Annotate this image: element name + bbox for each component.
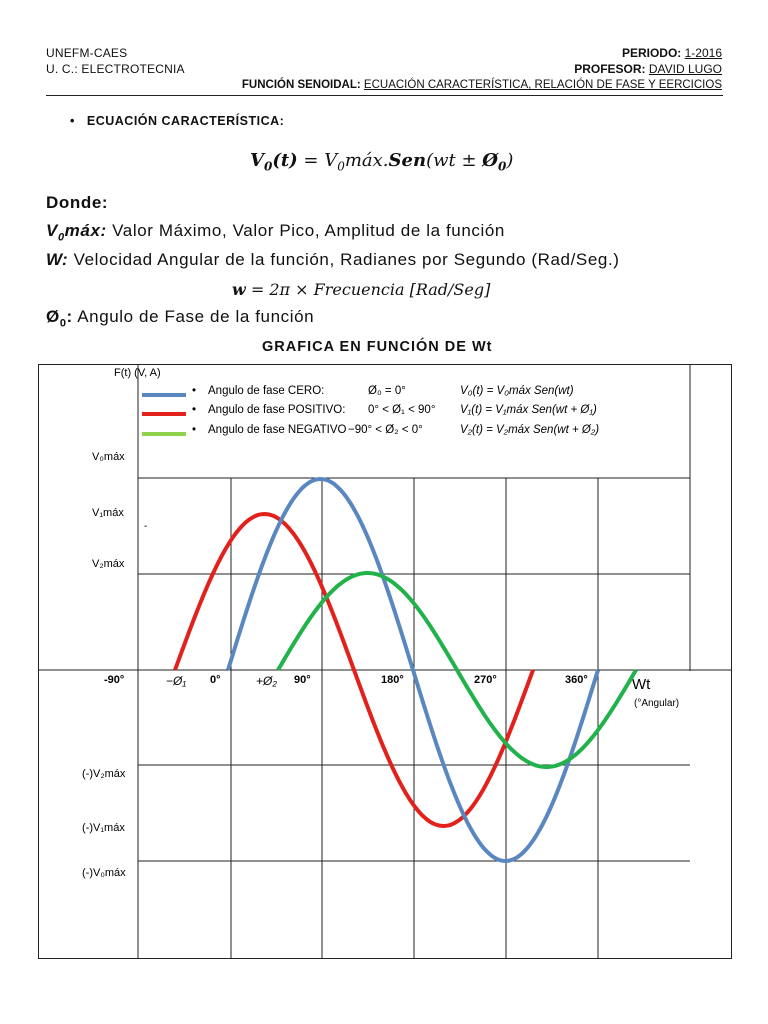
legend-label-0: Angulo de fase CERO: xyxy=(208,385,325,397)
topic-label: FUNCIÓN SENOIDAL: xyxy=(241,79,361,91)
ylabel-v1max: V₁máx xyxy=(92,507,124,519)
tick-mark: - xyxy=(144,521,148,532)
legend-cond-2: −90° < Ø₂ < 0° xyxy=(348,424,423,436)
definition-phi: $Ø_0$: Angulo de Fase de la función xyxy=(46,307,315,330)
legend-label-2: Angulo de fase NEGATIVO xyxy=(208,424,347,436)
legend-bullet-3: • xyxy=(192,424,197,436)
graph-border xyxy=(39,365,732,959)
graph-title: GRAFICA EN FUNCIÓN DE Wt xyxy=(262,339,493,355)
legend-cond-1: 0° < Ø₁ < 90° xyxy=(368,404,436,416)
xlabel-270: 270° xyxy=(474,674,497,686)
bullet-title: • ECUACIÓN CARACTERÍSTICA: xyxy=(70,114,285,128)
ylabel-neg-v0max: (-)V₀máx xyxy=(82,867,126,879)
xlabel-360: 360° xyxy=(565,674,588,686)
professor-value: DAVID LUGO xyxy=(648,62,722,76)
xlabel-pphi2: +Ø₂ xyxy=(256,674,277,688)
xlabel-90: 90° xyxy=(294,674,311,686)
topic xyxy=(242,79,722,92)
legend-bullet-2: • xyxy=(192,404,197,416)
institution: UNEFM-CAES xyxy=(46,46,128,60)
header-rule xyxy=(46,95,723,96)
sine-graph xyxy=(38,364,732,960)
x-axis-unit: (°Angular) xyxy=(634,698,680,709)
xlabel-m90: -90° xyxy=(104,674,125,686)
legend-formula-0: V₀(t) = V₀máx Sen(wt) xyxy=(460,385,574,397)
period xyxy=(622,47,722,60)
definition-phi-text: Angulo de Fase de la función xyxy=(77,307,315,326)
professor-label: PROFESOR: xyxy=(574,62,646,76)
donde-label: Donde: xyxy=(46,193,109,212)
xlabel-180: 180° xyxy=(381,674,404,686)
definition-v0max-text: Valor Máximo, Valor Pico, Amplitud de la función xyxy=(112,221,505,240)
definition-v0max: $V_0máx$: Valor Máximo, Valor Pico, Amplitud de la función xyxy=(46,221,505,244)
ylabel-v0max: V₀máx xyxy=(92,451,125,463)
legend-cond-0: Ø₀ = 0° xyxy=(368,385,406,397)
main-equation: $V_0(t)$ = $V_0máx.Sen(wt$ ± $Ø_0$) xyxy=(250,150,514,174)
xlabel-mphi1: −Ø₁ xyxy=(166,674,187,688)
topic-value: ECUACIÓN CARACTERÍSTICA, RELACIÓN DE FASE Y EERCICIOS xyxy=(363,79,722,91)
ylabel-v2max: V₂máx xyxy=(92,558,125,570)
bullet-dot: • xyxy=(70,114,75,128)
period-label: PERIODO: xyxy=(621,46,682,60)
professor xyxy=(574,63,722,76)
legend-label-1: Angulo de fase POSITIVO: xyxy=(208,404,346,416)
w-equation: w = 2π × Frecuencia [Rad/Seg] xyxy=(232,280,491,299)
legend xyxy=(142,385,599,436)
y-axis-label: F(t) (V, A) xyxy=(114,367,161,379)
course: U. C.: ELECTROTECNIA xyxy=(46,62,185,76)
x-axis-label: Wt xyxy=(632,676,651,693)
xlabel-0: 0° xyxy=(210,674,221,686)
legend-bullet-1: • xyxy=(192,385,197,397)
legend-formula-2: V₂(t) = V₂máx Sen(wt + Ø₂) xyxy=(460,424,600,436)
ylabel-neg-v2max: (-)V₂máx xyxy=(82,768,126,780)
definition-w-text: Velocidad Angular de la función, Radianes por Segundo (Rad/Seg.) xyxy=(73,250,620,269)
grid-lines xyxy=(38,364,732,959)
ylabel-neg-v1max: (-)V₁máx xyxy=(82,822,125,834)
legend-formula-1: V₁(t) = V₁máx Sen(wt + Ø₁) xyxy=(460,404,597,416)
period-value: 1-2016 xyxy=(684,46,722,60)
definition-w: W: Velocidad Angular de la función, Radianes por Segundo (Rad/Seg.) xyxy=(46,250,620,269)
